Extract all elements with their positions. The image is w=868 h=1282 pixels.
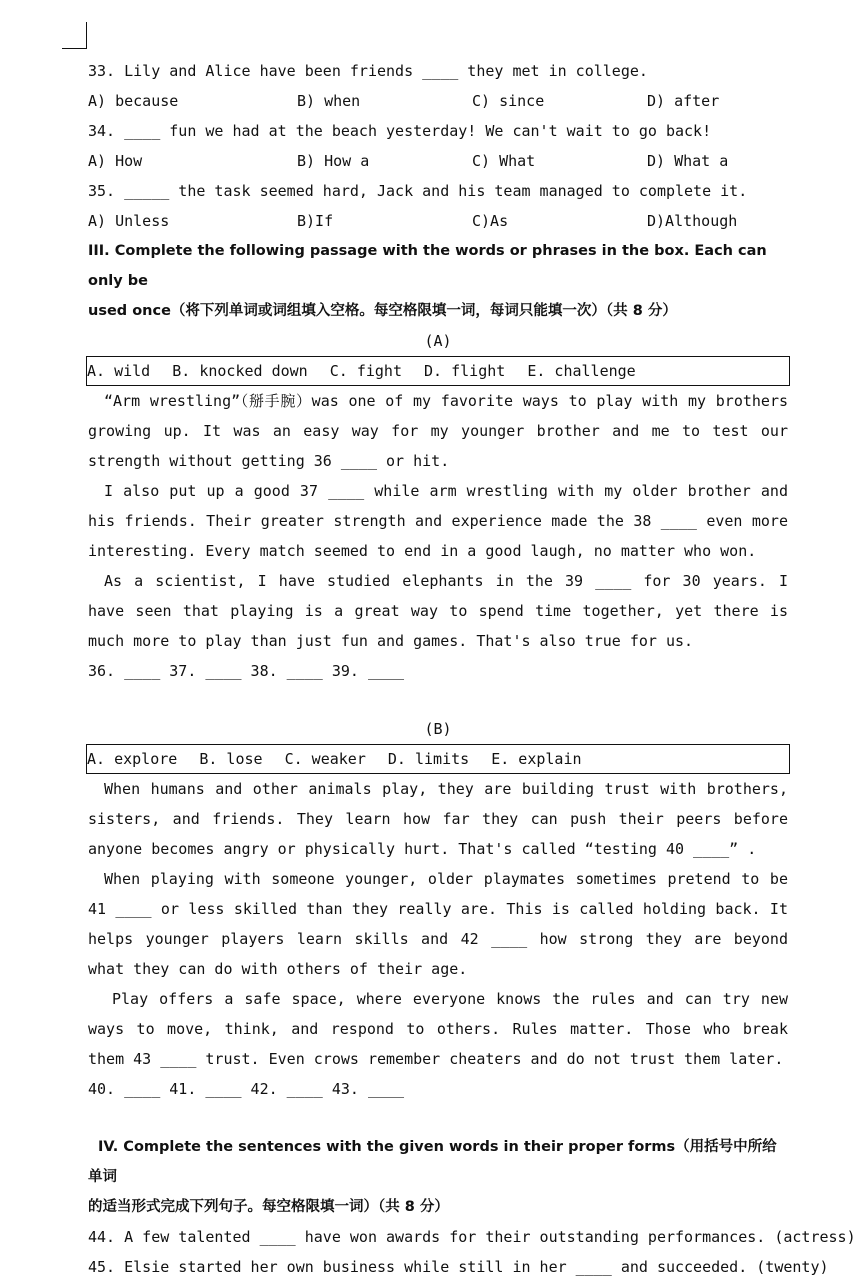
word-choice: D. flight [424,362,506,380]
worksheet-page [87,56,856,1282]
part-a-paragraph-3: As a scientist, I have studied elephants in the 39 ____ for 30 years. I have seen that playing is a great way to spend time together, yet there is much more to play than just fun and games. That's also true for us. [88,572,788,650]
part-a-answer-blanks: 36. ____ 37. ____ 38. ____ 39. ____ [88,662,405,680]
word-choice: E. challenge [527,362,636,380]
option-a: A) How [88,152,143,170]
question-34-options [88,146,788,176]
word-choice: E. explain [491,750,582,768]
word-choice: D. limits [387,750,470,768]
word-choice: C. fight [329,362,402,380]
part-b-paragraph-3: Play offers a safe space, where everyone knows the rules and can try new ways to move, think, and respond to others. Rules matter. Those who break them 43 ____ trust. Even crows remember cheaters and do not trust them later. [88,990,788,1068]
part-b-label: (B) [424,720,452,738]
part-b-paragraph-2: When playing with someone younger, older playmates sometimes pretend to be 41 ____ or less skilled than they really are. This is called holding back. It helps younger players learn skills and 42 ____ how strong they are beyond what they can do with others of their age. [88,870,788,978]
part-a-paragraph-2: I also put up a good 37 ____ while arm wrestling with my older brother and his friends. Their greater strength and experience made the 38 ____ even more interesting. Every match seemed to end in a good laugh, no matter who won. [88,482,788,560]
section-4-heading-line-2: 的适当形式完成下列句子。每空格限填一词）（共 8 分） [88,1199,449,1215]
part-a-label: (A) [424,332,452,350]
part-b-paragraph-1: When humans and other animals play, they are building trust with brothers, sisters, and friends. They learn how far they can push their peers before anyone becomes angry or physically hurt. That's called “testing 40 ____” . [88,780,788,858]
part-a-paragraph-1: “Arm wrestling”（掰手腕）was one of my favorite ways to play with my brothers growing up. It was an easy way for my younger brother and me to test our strength without getting 36 ____ or hit. [88,392,788,470]
question-45: 45. Elsie started her own business while still in her ____ and succeeded. (twenty) [88,1258,829,1276]
word-choice: B. knocked down [172,362,308,380]
section-3-heading-line-2: used once（将下列单词或词组填入空格。每空格限填一词，每词只能填一次）（共 8 分） [88,303,677,319]
option-d: D) after [647,92,720,110]
word-choice: C. weaker [284,750,366,768]
question-35-options [88,206,788,236]
part-b-answer-blanks: 40. ____ 41. ____ 42. ____ 43. ____ [88,1080,405,1098]
question-35-stem: 35. _____ the task seemed hard, Jack and his team managed to complete it. [88,182,748,200]
option-c: C)As [472,212,509,230]
question-34-stem: 34. ____ fun we had at the beach yesterday! We can't wait to go back! [88,122,712,140]
option-d: D) What a [647,152,729,170]
option-d: D)Although [647,212,738,230]
question-33-stem: 33. Lily and Alice have been friends ____ they met in college. [88,62,648,80]
word-choice: A. explore [87,750,178,768]
section-3-heading-line-1: III. Complete the following passage with the words or phrases in the box. Each can only be [88,243,767,289]
part-b-word-box [86,744,790,774]
section-3-heading [88,236,788,326]
question-33-options [88,86,788,116]
spacer [88,1104,788,1132]
corner-crop-mark [62,22,87,49]
question-44: 44. A few talented ____ have won awards for their outstanding performances. (actress) [88,1228,856,1246]
section-4-heading [88,1132,788,1222]
option-b: B) when [297,92,361,110]
option-a: A) because [88,92,179,110]
word-choice: B. lose [199,750,263,768]
option-c: C) What [472,152,536,170]
section-4-heading-line-1: IV. Complete the sentences with the given words in their proper forms（用括号中所给单词 [88,1139,777,1185]
option-b: B)If [297,212,334,230]
word-choice: A. wild [87,362,151,380]
option-c: C) since [472,92,545,110]
spacer [88,686,788,714]
option-b: B) How a [297,152,370,170]
part-a-word-box [86,356,790,386]
option-a: A) Unless [88,212,170,230]
